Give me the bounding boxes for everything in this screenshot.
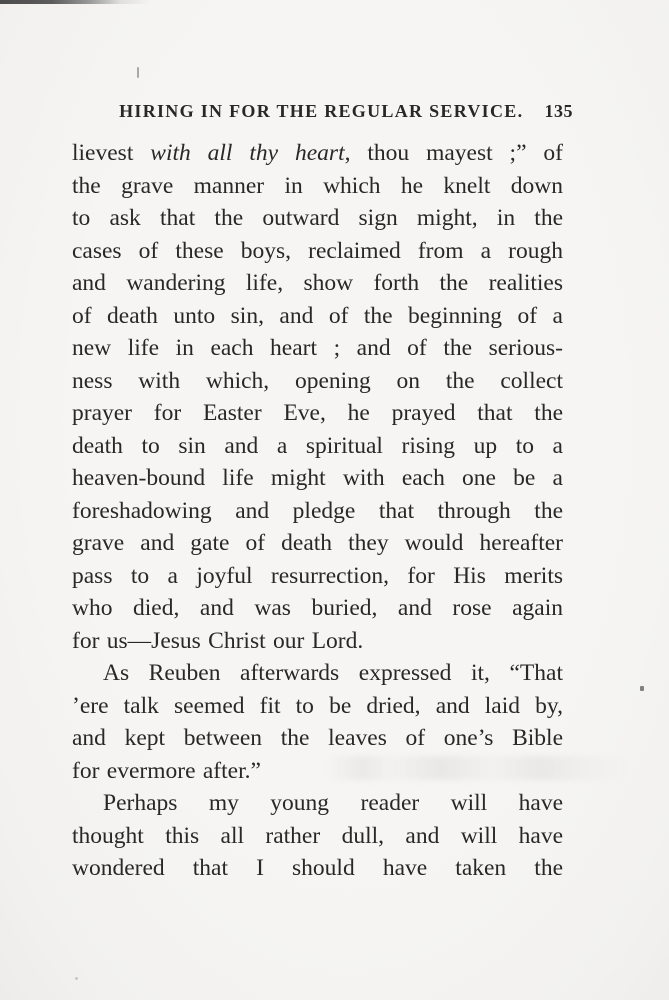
line-segment: lievest <box>72 140 151 166</box>
text-line <box>72 137 563 170</box>
text-line: thought this all rather dull, and will have <box>72 822 563 849</box>
paragraph-2 <box>72 657 563 787</box>
text-line: prayer for Easter Eve, he prayed that the <box>72 400 563 426</box>
scan-edge-artifact <box>0 0 150 4</box>
text-line: new life in each heart ; and of the serious- <box>72 335 563 361</box>
text-line: wondered that I should have taken the <box>72 855 563 881</box>
running-header-title: HIRING IN FOR THE REGULAR SERVICE. <box>119 101 524 121</box>
text-line: foreshadowing and pledge that through the <box>72 497 563 524</box>
text-block <box>72 137 563 885</box>
text-line: to ask that the outward sign might, in the <box>72 205 563 231</box>
stray-ink-mark <box>137 67 139 78</box>
text-line: death to sin and a spiritual rising up to a <box>72 432 563 459</box>
text-line: ness with which, opening on the collect <box>72 367 563 394</box>
text-line: As Reuben afterwards expressed it, “That <box>103 660 563 686</box>
text-line: for us—Jesus Christ our Lord. <box>72 627 364 654</box>
paragraph-1 <box>72 137 563 657</box>
text-line: grave and gate of death they would hereafter <box>72 530 563 556</box>
text-line: and kept between the leaves of one’s Bible <box>72 725 563 751</box>
text-line: pass to a joyful resurrection, for His merits <box>72 562 563 589</box>
page-number: 135 <box>544 101 573 121</box>
text-line: of death unto sin, and of the beginning of a <box>72 302 563 329</box>
stray-paper-dot <box>75 977 78 980</box>
line-segment: , thou mayest ;” of <box>344 140 564 166</box>
paragraph-3 <box>72 787 563 885</box>
text-line: the grave manner in which he knelt down <box>72 172 563 199</box>
text-line: heaven-bound life might with each one be a <box>72 465 563 491</box>
italic-phrase: with all thy heart <box>150 140 345 166</box>
running-header <box>72 101 573 122</box>
stray-ink-speck <box>640 686 644 691</box>
text-line: who died, and was buried, and rose again <box>72 595 563 621</box>
text-line: and wandering life, show forth the realities <box>72 270 563 296</box>
text-line: Perhaps my young reader will have <box>103 790 563 816</box>
text-line: for evermore after.” <box>72 757 261 784</box>
text-line: cases of these boys, reclaimed from a rough <box>72 237 563 264</box>
text-line: ’ere talk seemed fit to be dried, and laid by, <box>72 692 563 719</box>
